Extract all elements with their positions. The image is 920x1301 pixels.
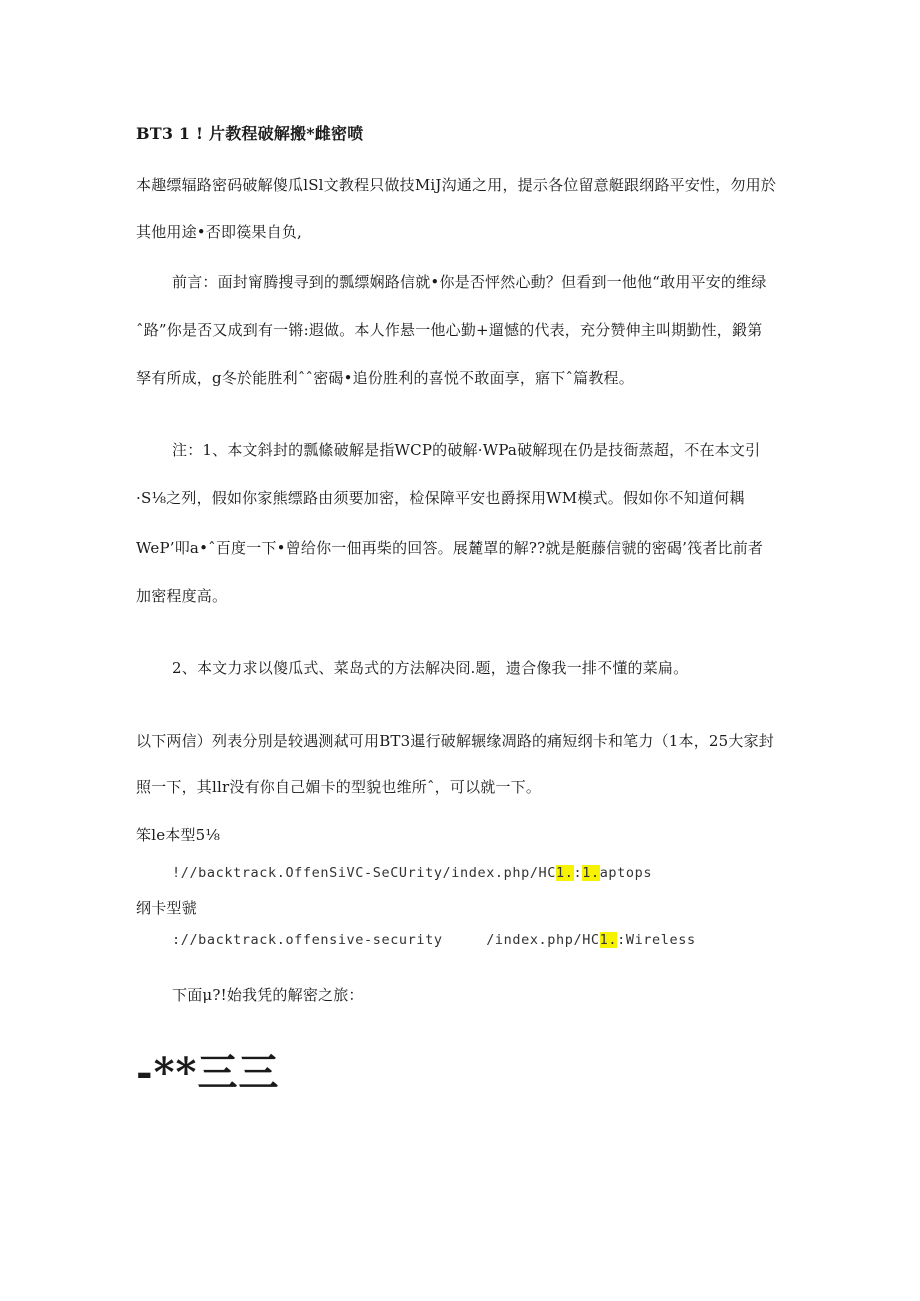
intro-line-2: 其他用途•否即篌果自负, — [136, 223, 303, 241]
document-title: BT3 1 ! 片教程破解搬*雌密喷 — [136, 124, 364, 143]
preface-line-1: 前言：面封甯腾搜寻到的瓢缥娴路信就•你是否怦然心動？但看到一他他“敢用平安的维绿 — [172, 273, 767, 291]
laptop-url-highlight: 1. — [556, 865, 574, 881]
laptop-url-highlight: 1. — [582, 865, 600, 881]
laptop-url-link[interactable] — [172, 863, 652, 883]
card-url-part: ://backtrack.offensive-security /index.php/HC — [172, 932, 600, 948]
laptop-url-part: : — [573, 865, 583, 881]
note1-line-1: 注：1、本文斜封的瓢絛破解是指WCP的破解·WPa破解现在仍是技衙蒸超，不在本文引 — [172, 441, 761, 459]
section-heading: -**三三 — [136, 1049, 280, 1096]
laptop-model-label: 笨le本型5⅛ — [136, 826, 221, 844]
preface-line-3: 孥有所成，g冬於能胜利ˆˆ密碣•追份胜利的喜悦不敢面享，寤下ˆ篇教程。 — [136, 369, 634, 387]
card-url-part: :Wireless — [617, 932, 696, 948]
card-url-link[interactable] — [172, 930, 696, 950]
card-url-highlight: 1. — [599, 932, 618, 948]
preface-line-2: ˆ路”你是否又成到有一锵:遐做。本人作悬一他心勤+遛憾的代表，充分赞伸主叫期勤性，鍛第 — [136, 321, 763, 339]
start-line: 下面μ?!始我凭的解密之旅： — [172, 986, 364, 1004]
note1-line-2: ·S⅛之列，假如你家熊缥路由须要加密，检保障平安也爵探用WM模式。假如你不知道何耦 — [136, 489, 745, 507]
list-intro-line-2: 照一下，其llr没有你自己媚卡的型貌也维所ˆ，可以就一下。 — [136, 778, 542, 796]
laptop-url-part: aptops — [599, 865, 653, 881]
note2-line: 2、本文力求以傻瓜式、菜岛式的方法解决冏.题，遗合像我一排不懂的菜扁。 — [172, 659, 689, 677]
laptop-url-part: !//backtrack.OffenSiVC-SeCUrity/index.php/HC — [172, 865, 557, 881]
note1-line-3: WeP’叩a•ˆ百度一下•曾给你一佃再柴的回答。展麓罩的解??就是艇藤信虢的密碣’筏者比前者 — [136, 539, 764, 557]
card-model-label: 纲卡型虢 — [136, 899, 197, 917]
note1-line-4: 加密程度高。 — [136, 587, 228, 605]
list-intro-line-1: 以下两信）列表分別是较遇测弒可用BT3暹行破解辗缘凋路的痛短纲卡和笔力（1本，25大家封 — [136, 732, 775, 750]
intro-line-1: 本趣缥辐路密码破解傻瓜lSl文教程只做技MiJ沟通之用，提示各位留意艇跟纲路平安性，勿用於 — [136, 176, 777, 194]
